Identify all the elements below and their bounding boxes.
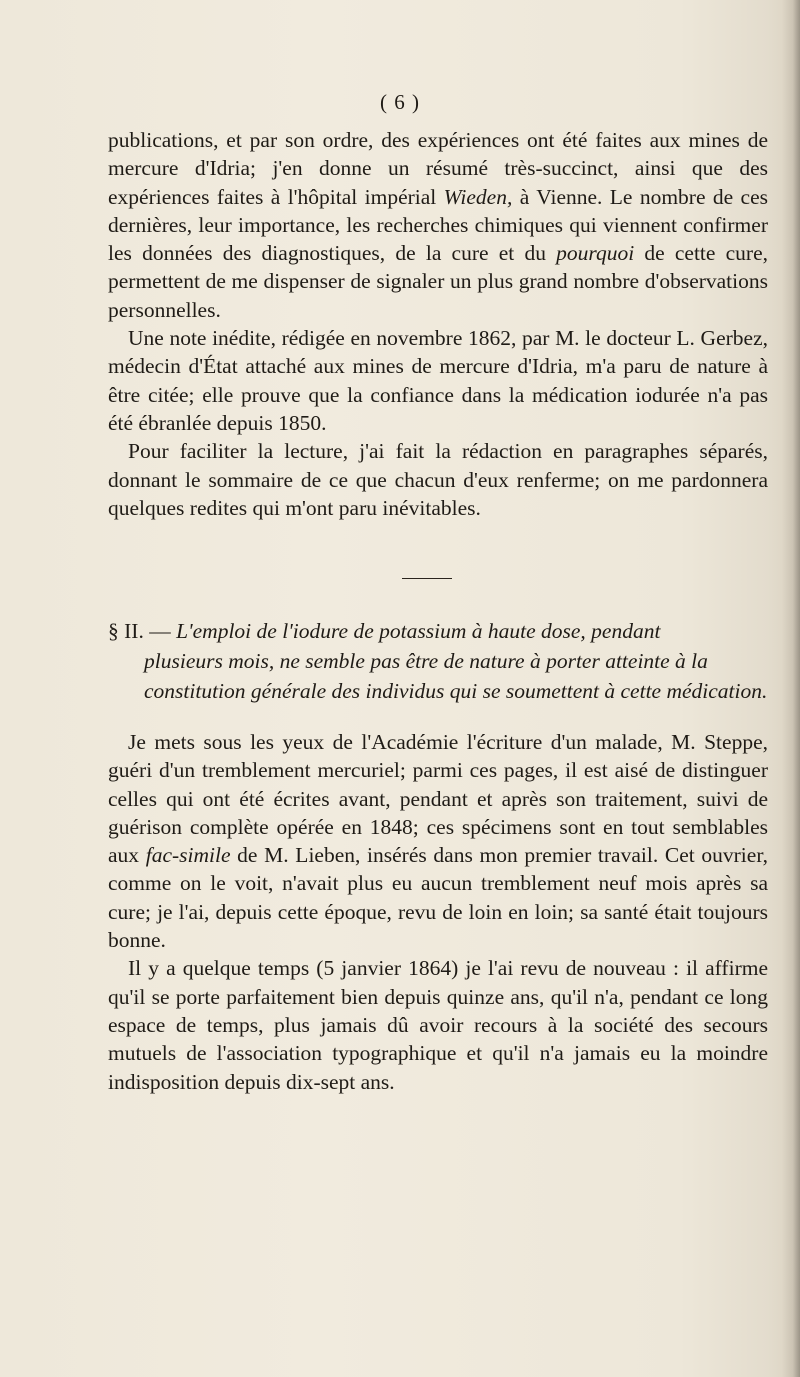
text-run: Je mets sous les yeux de l'Académie l'écriture d'un malade, M. Steppe, guéri d'un tremblement mercuriel; parmi ces pages, il est aisé de distinguer celles qui ont été écrites avant, pendant et après son traitement, suivi de guérison complète opérée en 1848; ces spécimens sont en tout semblables aux xyxy=(108,730,768,868)
paragraph xyxy=(108,728,768,954)
section-heading xyxy=(108,616,768,706)
italic-term: fac-simile xyxy=(145,843,231,868)
text-run: publications, et par son ordre, des expériences ont été faites aux mines de mercure d'Idria; j'en donne un résumé très-succinct, ainsi que des expériences faites à l'hôpital impérial xyxy=(108,128,768,209)
italic-term: pourquoi xyxy=(556,241,635,266)
section-title-line1: L'emploi de l'iodure de potassium à haute dose, pendant xyxy=(176,619,661,643)
text-run: de cette cure, permettent de me dispenser de signaler un plus grand nombre d'observations personnelles. xyxy=(108,241,768,322)
paragraph xyxy=(108,437,768,522)
text-run: Une note inédite, rédigée en novembre 1862, par M. le docteur L. Gerbez, médecin d'État attaché aux mines de mercure d'Idria, m'a paru de nature à être citée; elle prouve que la confiance dans la médication iodurée n'a pas été ébranlée depuis 1850. xyxy=(108,326,768,435)
text-run: Pour faciliter la lecture, j'ai fait la rédaction en paragraphes séparés, donnant le sommaire de ce que chacun d'eux renferme; on me pardonnera quelques redites qui m'ont paru inévitables. xyxy=(108,439,768,520)
text-run: Il y a quelque temps (5 janvier 1864) je l'ai revu de nouveau : il affirme qu'il se porte parfaitement bien depuis quinze ans, qu'il n'a, pendant ce long espace de temps, plus jamais dû avoir recours à la société des secours mutuels de l'association typographique et qu'il n'a jamais eu la moindre indisposition depuis dix-sept ans. xyxy=(108,956,768,1094)
intro-text xyxy=(108,126,768,522)
text-run: à Vienne. Le nombre de ces dernières, leur importance, les recherches chimiques qui viennent confirmer les données des diagnostiques, de la cure et du xyxy=(108,184,769,266)
paragraph xyxy=(108,126,768,324)
paragraph xyxy=(108,324,768,437)
section-title-rest: plusieurs mois, ne semble pas être de nature à porter atteinte à la constitution générale des individus qui se soumettent à cette médication. xyxy=(144,649,768,703)
text-run: de M. Lieben, insérés dans mon premier travail. Cet ouvrier, comme on le voit, n'avait plus eu aucun tremblement neuf mois après sa cure; je l'ai, depuis cette époque, revu de loin en loin; sa santé était toujours bonne. xyxy=(108,843,768,953)
page-edge-shadow xyxy=(782,0,800,1377)
section-divider xyxy=(402,578,452,579)
section-number: § II. — xyxy=(108,619,171,643)
page-number: ( 6 ) xyxy=(380,90,420,114)
italic-term: Wieden, xyxy=(443,184,513,209)
body-text xyxy=(108,728,768,1096)
paragraph xyxy=(108,954,768,1095)
